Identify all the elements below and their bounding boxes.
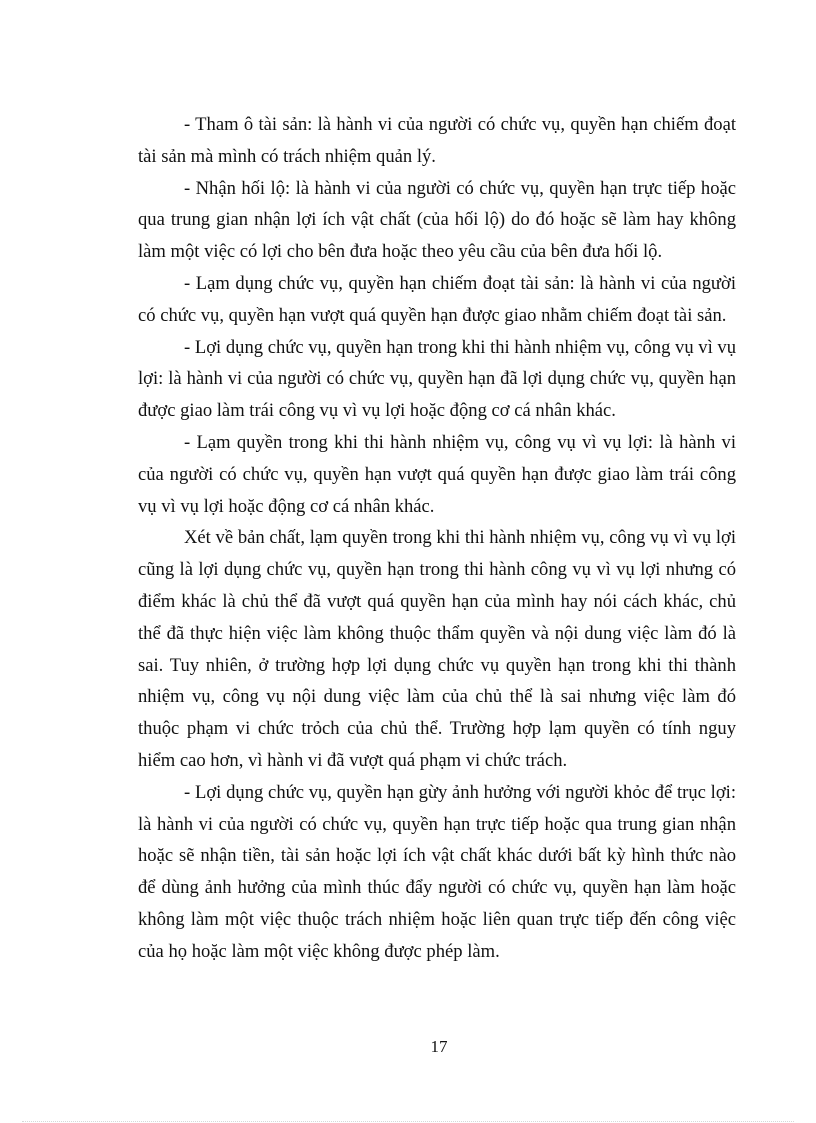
paragraph-analysis: Xét về bản chất, lạm quyền trong khi thi hành nhiệm vụ, công vụ vì vụ lợi cũng là lợi dụng chức vụ, quyền hạn trong thi hành công vụ vì vụ lợi nhưng có điểm khác là chủ thể đã vượt quá quyền hạn của mình hay nói cách khác, chủ thể đã thực hiện việc làm không thuộc thẩm quyền và nội dung việc làm đó là sai. Tuy nhiên, ở trường hợp lợi dụng chức vụ quyền hạn trong khi thi thành nhiệm vụ, công vụ nội dung việc làm của chủ thể là sai nhưng việc làm đó thuộc phạm vi chức trỏch của chủ thể. Trường hợp lạm quyền có tính nguy hiểm cao hơn, vì hành vi đã vượt quá phạm vi chức trách. [138, 527, 736, 771]
body-text [138, 109, 736, 968]
page-bottom-dotted-line [22, 1121, 794, 1122]
paragraph-misuse-for-profit: - Lợi dụng chức vụ, quyền hạn trong khi thi hành nhiệm vụ, công vụ vì vụ lợi: là hành vi của người có chức vụ, quyền hạn đã lợi dụng chức vụ, quyền hạn được giao làm trái công vụ vì vụ lợi hoặc động cơ cá nhân khác. [138, 336, 736, 422]
paragraph-influence-peddling: - Lợi dụng chức vụ, quyền hạn gừy ảnh hưởng với người khỏc để trục lợi: là hành vi của người có chức vụ, quyền hạn trực tiếp hoặc qua trung gian nhận hoặc sẽ nhận tiền, tài sản hoặc lợi ích vật chất khác dưới bất kỳ hình thức nào để dùng ảnh hưởng của mình thúc đẩy người có chức vụ, quyền hạn làm hoặc không làm một việc thuộc trách nhiệm hoặc liên quan trực tiếp đến công việc của họ hoặc làm một việc không được phép làm. [138, 781, 736, 962]
paragraph-abuse-of-position: - Lạm dụng chức vụ, quyền hạn chiếm đoạt tài sản: là hành vi của người có chức vụ, quyền hạn vượt quá quyền hạn được giao nhằm chiếm đoạt tài sản. [138, 272, 736, 326]
paragraph-abuse-of-power: - Lạm quyền trong khi thi hành nhiệm vụ, công vụ vì vụ lợi: là hành vi của người có chức vụ, quyền hạn vượt quá quyền hạn được giao làm trái công vụ vì vụ lợi hoặc động cơ cá nhân khác. [138, 431, 736, 517]
paragraph-bribery: - Nhận hối lộ: là hành vi của người có chức vụ, quyền hạn trực tiếp hoặc qua trung gian nhận lợi ích vật chất (của hối lộ) do đó hoặc sẽ làm hay không làm một việc có lợi cho bên đưa hoặc theo yêu cầu của bên đưa hối lộ. [138, 177, 736, 263]
page-number: 17 [430, 1037, 448, 1056]
paragraph-embezzlement: - Tham ô tài sản: là hành vi của người có chức vụ, quyền hạn chiếm đoạt tài sản mà mình có trách nhiệm quản lý. [138, 114, 736, 167]
